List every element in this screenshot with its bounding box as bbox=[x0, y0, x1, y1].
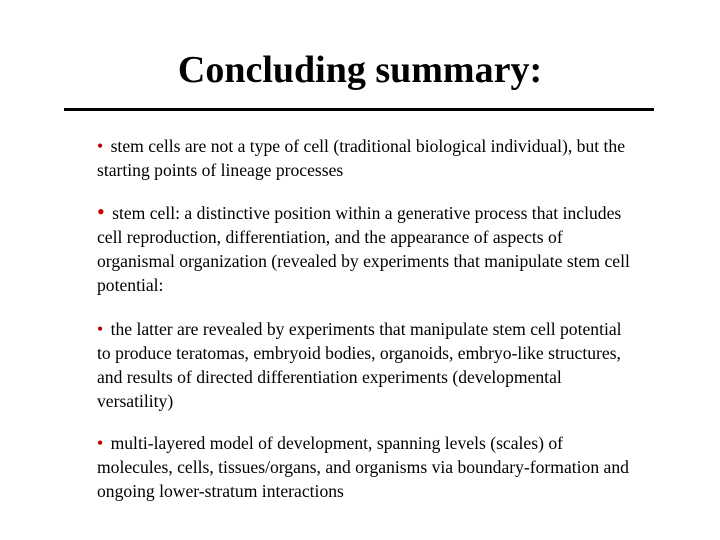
bullet-item bbox=[97, 200, 637, 297]
bullet-item bbox=[97, 431, 637, 503]
bullet-icon: • bbox=[97, 433, 104, 453]
bullet-icon: • bbox=[97, 136, 104, 156]
bullet-text: the latter are revealed by experiments that manipulate stem cell potential to produce teratomas, embryoid bodies, organoids, embryo-like structures, and results of directed differentiation experiments (developmental versatility) bbox=[97, 319, 622, 411]
slide-title: Concluding summary: bbox=[177, 49, 543, 91]
bullet-item bbox=[97, 134, 637, 182]
title-divider bbox=[64, 108, 654, 111]
bullet-item bbox=[97, 317, 637, 413]
bullet-icon: • bbox=[97, 319, 104, 339]
bullet-text: multi-layered model of development, spanning levels (scales) of molecules, cells, tissues/organs, and organisms via boundary-formation and ongoing lower-stratum interactions bbox=[97, 433, 629, 501]
bullet-icon: • bbox=[97, 199, 105, 224]
bullet-text: stem cells are not a type of cell (traditional biological individual), but the starting points of lineage processes bbox=[97, 136, 626, 180]
bullet-list bbox=[97, 134, 637, 521]
bullet-text: stem cell: a distinctive position within a generative process that includes cell reproduction, differentiation, and the appearance of aspects of organismal organization (revealed by experiments that manipulate stem cell potential: bbox=[97, 203, 630, 295]
